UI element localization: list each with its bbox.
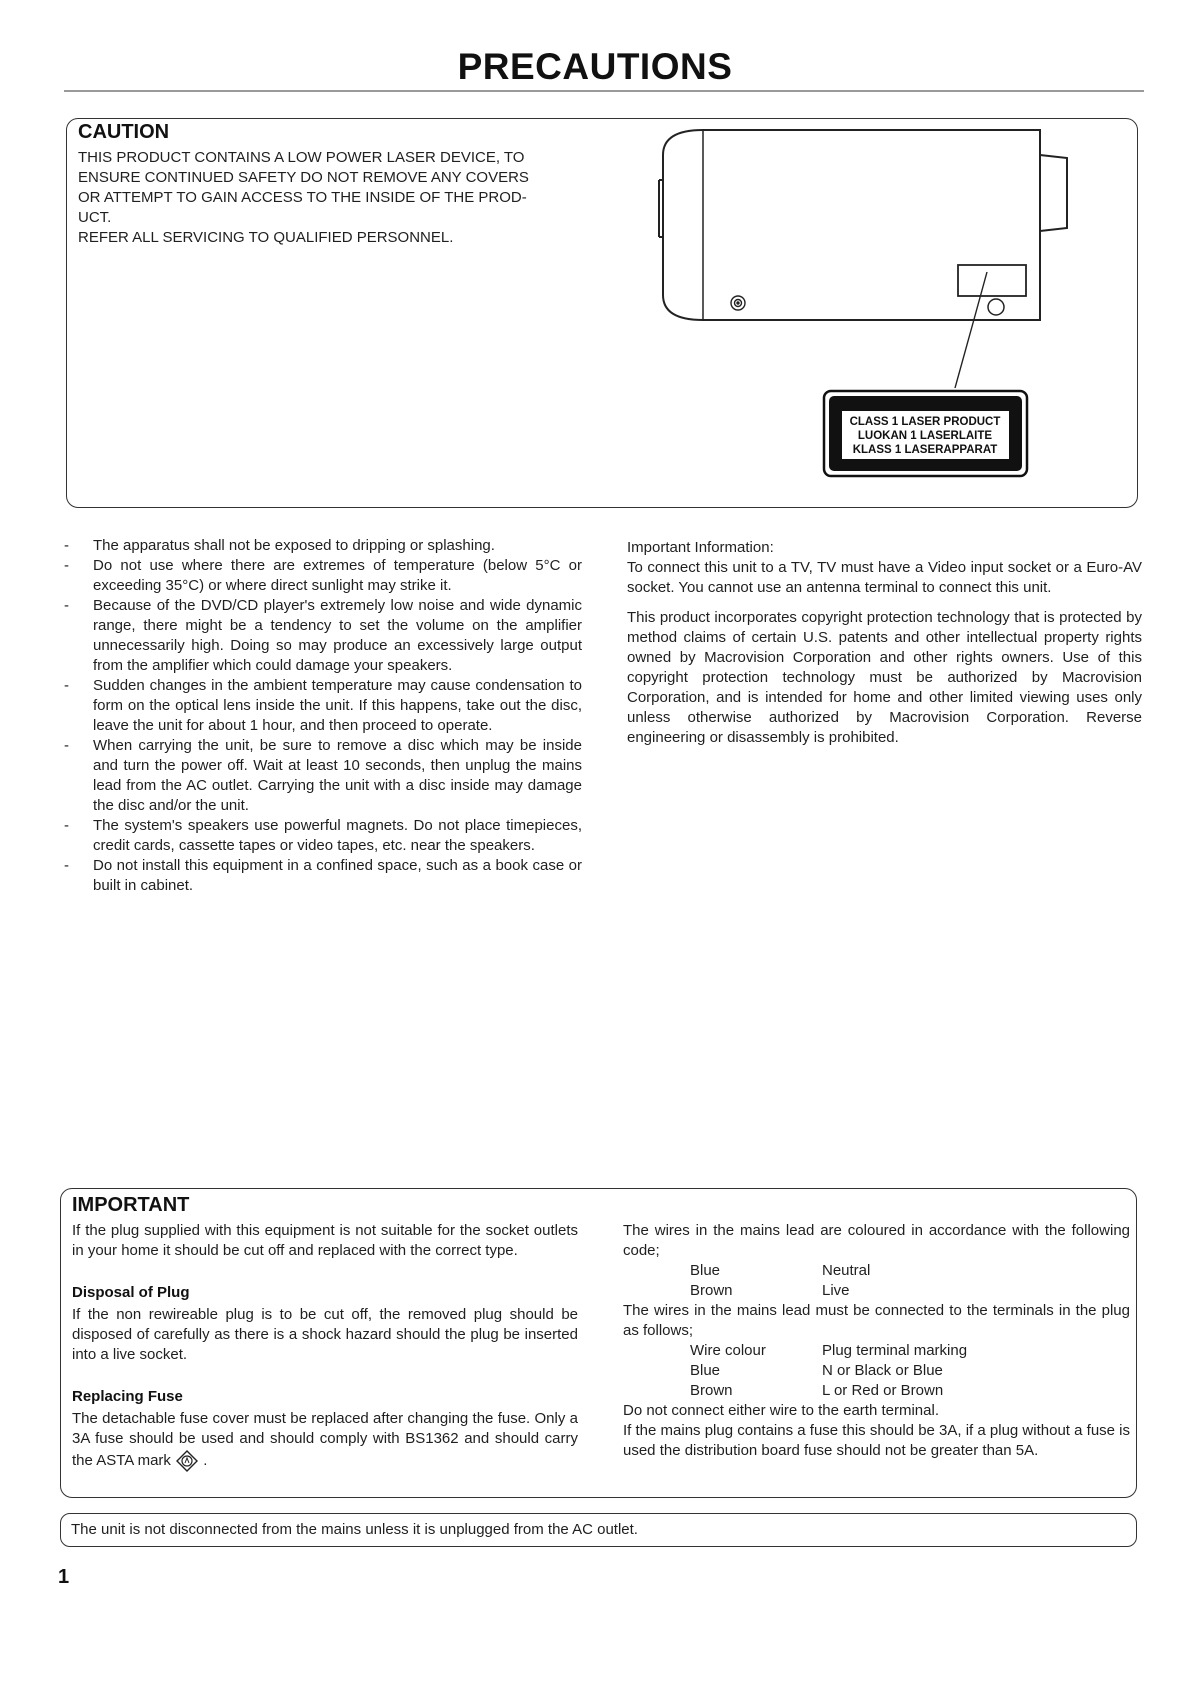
important-left-column	[72, 1221, 578, 1473]
caution-line: REFER ALL SERVICING TO QUALIFIED PERSONNEL.	[78, 229, 454, 246]
disposal-heading: Disposal of Plug	[72, 1284, 190, 1301]
page-number: 1	[58, 1566, 70, 1588]
earth-text: Do not connect either wire to the earth terminal.	[623, 1402, 939, 1419]
laser-label-diagram	[655, 125, 1075, 485]
disposal-text: If the non rewireable plug is to be cut off, the removed plug should be disposed of carefully as there is a shock hazard should the plug be inserted into a live socket.	[72, 1306, 578, 1363]
table-header-row: Wire colour Plug terminal marking	[690, 1342, 968, 1359]
caution-line: THIS PRODUCT CONTAINS A LOW POWER LASER DEVICE, TO	[78, 149, 525, 166]
wires-intro: The wires in the mains lead are coloured in accordance with the following code;	[623, 1222, 1130, 1259]
important-info-connection: To connect this unit to a TV, TV must have a Video input socket or a Euro-AV socket. You cannot use an antenna terminal to connect this unit.	[627, 559, 1142, 596]
disc-icon	[731, 296, 745, 310]
terminal-table	[690, 1341, 967, 1401]
fuse-rating-text: If the mains plug contains a fuse this should be 3A, if a plug without a fuse is used the distribution board fuse should not be greater than 5A.	[623, 1422, 1130, 1459]
important-information	[627, 538, 1142, 758]
player-rear-outline	[659, 130, 1067, 320]
list-item: - Do not install this equipment in a confined space, such as a book case or built in cabinet.	[64, 857, 582, 894]
table-row: Blue N or Black or Blue	[690, 1362, 943, 1379]
caution-line: ENSURE CONTINUED SAFETY DO NOT REMOVE ANY COVERS	[78, 169, 529, 186]
caution-line: OR ATTEMPT TO GAIN ACCESS TO THE INSIDE OF THE PROD-	[78, 189, 527, 206]
important-heading: IMPORTANT	[72, 1194, 190, 1216]
laser-label-line-3: KLASS 1 LASERAPPARAT	[852, 444, 998, 456]
laser-label-line-1: CLASS 1 LASER PRODUCT	[849, 416, 1001, 428]
leader-lines	[955, 272, 987, 388]
laser-label-line-2: LUOKAN 1 LASERLAITE	[857, 430, 993, 442]
fuse-text: The detachable fuse cover must be replaced after changing the fuse. Only a 3A fuse should be used and should comply with BS1362 and should carry the ASTA mark .	[72, 1409, 578, 1473]
list-item: - When carrying the unit, be sure to remove a disc which may be inside and turn the power off. Wait at least 10 seconds, then unplug the mains lead from the AC outlet. Carrying the unit with a disc inside may damage the disc and/or the unit.	[64, 737, 582, 814]
table-row: Brown L or Red or Brown	[690, 1382, 944, 1399]
important-right-column	[623, 1221, 1130, 1461]
caution-text	[78, 148, 583, 248]
precaution-list	[62, 536, 582, 896]
title-divider	[64, 90, 1144, 92]
list-item: - The system's speakers use powerful magnets. Do not place timepieces, credit cards, cassette tapes or video tapes, etc. near the speakers.	[64, 817, 582, 854]
table-row: Brown Live	[690, 1282, 850, 1299]
important-info-copyright: This product incorporates copyright protection technology that is protected by method claims of certain U.S. patents and other intellectual property rights owned by Macrovision Corporation and other rights owners. Use of this copyright protection technology must be authorized by Macrovision Corporation, and is intended for home and other limited viewing uses only unless otherwise authorized by Macrovision Corporation. Reverse engineering or disassembly is prohibited.	[627, 609, 1142, 746]
list-item: - Sudden changes in the ambient temperature may cause condensation to form on the optical lens inside the unit. If this happens, take out the disc, leave the unit for about 1 hour, and then proceed to operate.	[64, 677, 582, 734]
important-info-heading: Important Information:	[627, 539, 774, 556]
colour-code-table	[690, 1261, 870, 1301]
asta-mark-icon	[175, 1449, 199, 1473]
connect-text: The wires in the mains lead must be connected to the terminals in the plug as follows;	[623, 1302, 1130, 1339]
plug-intro: If the plug supplied with this equipment is not suitable for the socket outlets in your home it should be cut off and replaced with the correct type.	[72, 1222, 578, 1259]
laser-class-label	[824, 391, 1027, 476]
caution-line: UCT.	[78, 209, 112, 226]
mains-notice-text: The unit is not disconnected from the mains unless it is unplugged from the AC outlet.	[71, 1521, 638, 1538]
list-item: - Do not use where there are extremes of temperature (below 5°C or exceeding 35°C) or where direct sunlight may strike it.	[64, 557, 582, 594]
list-item: - Because of the DVD/CD player's extremely low noise and wide dynamic range, there might be a tendency to set the volume on the amplifier unnecessarily high. Doing so may produce an excessively large output from the amplifier which could damage your speakers.	[64, 597, 582, 674]
list-item: - The apparatus shall not be exposed to dripping or splashing.	[64, 537, 495, 554]
table-row: Blue Neutral	[690, 1262, 871, 1279]
fuse-heading: Replacing Fuse	[72, 1388, 183, 1405]
caution-heading: CAUTION	[78, 121, 170, 143]
page-title: PRECAUTIONS	[457, 46, 733, 87]
